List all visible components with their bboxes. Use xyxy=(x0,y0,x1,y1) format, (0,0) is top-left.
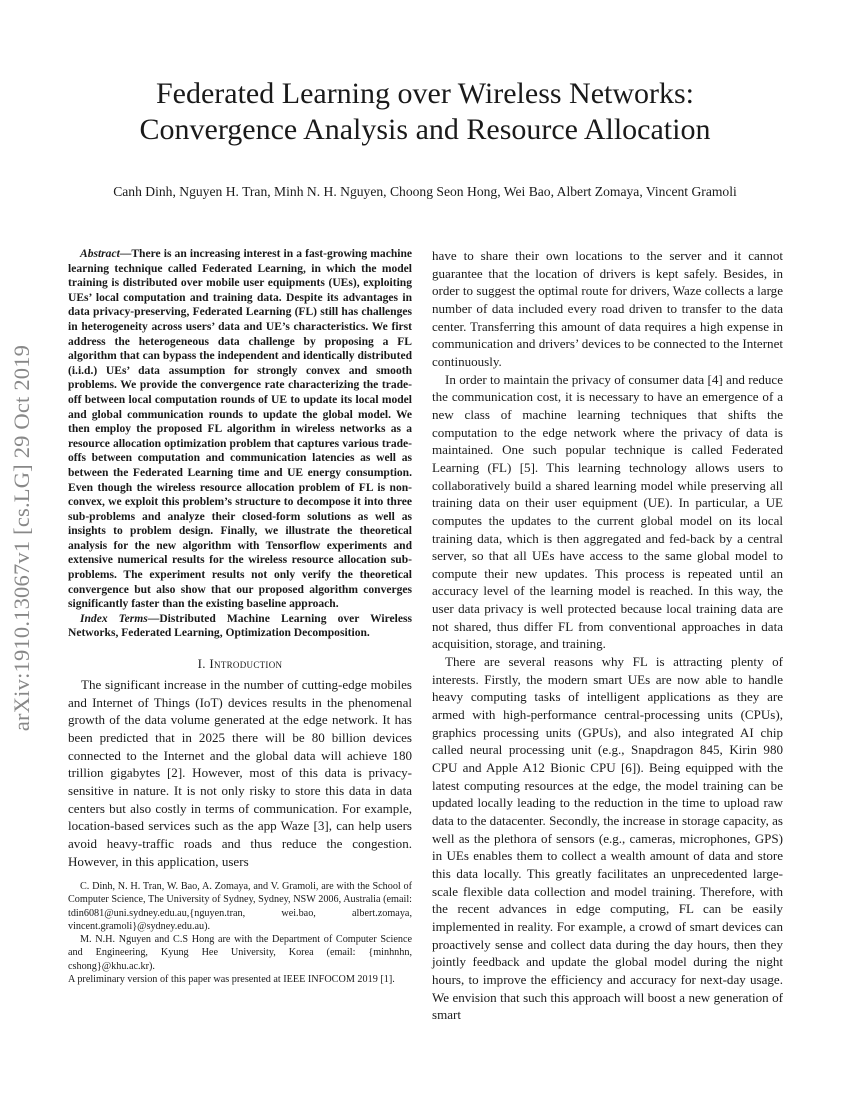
left-column xyxy=(68,247,412,870)
body-paragraph: In order to maintain the privacy of consumer data [4] and reduce the communication cost, it is necessary to have an emergence of a new class of machine learning techniques that shifts the computation to the edge network where the privacy of data is maintained. One such popular technique is called Federated Learning (FL) [5]. This learning technology allows users to collaboratively build a shared learning model while preserving all training data on their user equipment (UE). In particular, a UE computes the updates to the current global model on its local training data, which is then aggregated and fed-back by a central server, so that all UEs have access to the same global model to compute their new updates. This process is repeated until an accuracy level of the learning model is reached. In this way, the user data privacy is well protected because local training data are not shared, thus differ FL from conventional approaches in data acquisition, storage, and training. xyxy=(432,371,783,652)
section-heading-introduction xyxy=(68,656,412,672)
index-terms-label: Index Terms xyxy=(80,612,148,625)
footnote-preliminary: A preliminary version of this paper was presented at IEEE INFOCOM 2019 [1]. xyxy=(68,974,395,986)
arxiv-stamp: arXiv:1910.13067v1 [cs.LG] 29 Oct 2019 xyxy=(9,344,34,732)
abstract-text: —There is an increasing interest in a fast-growing machine learning technique called Federated Learning, in which the model training is distributed over mobile user equipments (UEs), exploiting UEs’ local computation and training data. Despite its advantages in data privacy-preserving, Federated Learning (FL) still has challenges in heterogeneity across users’ data and UE’s characteristics. We first address the heterogeneous data challenge by proposing a FL algorithm that can bypass the independent and identically distributed (i.i.d.) UEs’ data assumption for strongly convex and smooth problems. We provide the convergence rate characterizing the trade-off between local computation rounds of UE to update its local model and global communication rounds to update the global model. We then employ the proposed FL algorithm in wireless networks as a resource allocation optimization problem that captures various trade-offs between computation and communication latencies as well as between the Federated Learning time and UE energy consumption. Even though the wireless resource allocation problem of FL is non-convex, we exploit this problem’s structure to decompose it into three sub-problems and analyze their closed-form solutions as well as insights to problem design. Finally, we illustrate the theoretical analysis for the new algorithm with Tensorflow experiments and extensive numerical results for the wireless resource allocation sub-problems. The experiment results not only verify the theoretical convergence but also show that our proposed algorithm converges significantly faster than the existing baseline approach. xyxy=(68,248,412,611)
footnotes xyxy=(68,880,412,986)
section-number: I. xyxy=(197,656,210,672)
paper-title xyxy=(0,76,850,148)
author-list: Canh Dinh, Nguyen H. Tran, Minh N. H. Nguyen, Choong Seon Hong, Wei Bao, Albert Zomaya, Vincent Gramoli xyxy=(113,184,737,199)
body-paragraph: have to share their own locations to the server and it cannot guarantee that the location of drivers is kept safely. Besides, in order to suggest the optimal route for drivers, Waze collects a large number of data included every road driven to transfer to the data center. Transferring this amount of data requires a high expense in communication and drivers’ devices to be connected to the Internet continuously. xyxy=(432,248,783,369)
title-line-2: Convergence Analysis and Resource Allocation xyxy=(139,113,711,146)
intro-paragraph: The significant increase in the number of cutting-edge mobiles and Internet of Things (IoT) devices results in the phenomenal growth of the data volume generated at the edge network. It has been predicted that in 2025 there will be 80 billion devices connected to the Internet and the global data will achieve 180 trillion gigabytes [2]. However, most of this data is privacy-sensitive in nature. It is not only risky to store this data in data centers but also costly in terms of communication. For example, location-based services such as the app Waze [3], can help users avoid heavy-traffic roads and thus reduce the congestion. However, in this application, users xyxy=(68,677,412,869)
right-column xyxy=(432,247,783,1024)
index-terms xyxy=(68,612,412,641)
footnote-affiliation-khu: M. N.H. Nguyen and C.S Hong are with the Department of Computer Science and Engineering, Kyung Hee University, Korea (email: {minhnhn, cshong}@khu.ac.kr). xyxy=(68,934,412,972)
section-title: Introduction xyxy=(209,656,283,672)
body-paragraph: There are several reasons why FL is attracting plenty of interests. Firstly, the modern smart UEs are now able to handle heavy computing tasks of intelligent applications as they are armed with high-performance central-processing units (CPUs), graphics processing units (GPUs), and also integrated AI chip called neural processing unit (e.g., Snapdragon 845, Kirin 980 CPU and Apple A12 Bionic CPU [6]). Being equipped with the latest computing resources at the edge, the model training can be updated locally leading to the reduction in the time to upload raw data to the datacenter. Secondly, the increase in storage capacity, as well as the plethora of sensors (e.g., cameras, microphones, GPS) in UEs enables them to collect a wealth amount of data and store this data locally. This greatly facilitates an unprecedented large-scale flexible data collection and model training. Therefore, with the recent advances in edge computing, FL can be easily implemented in reality. For example, a crowd of smart devices can proactively sense and collect data during the day hours, then they jointly feedback and update the global model during the night hours, to improve the efficiency and accuracy for next-day usage. We envision that such this approach will boost a new generation of smart xyxy=(432,654,783,1023)
footnote-affiliation-sydney: C. Dinh, N. H. Tran, W. Bao, A. Zomaya, and V. Gramoli, are with the School of Computer Science, The University of Sydney, Sydney, NSW 2006, Australia (email: tdin6081@uni.sydney.edu.au,{nguyen.tran, wei.bao, albert.zomaya, vincent.gramoli}@sydney.edu.au). xyxy=(68,881,412,932)
title-line-1: Federated Learning over Wireless Networks: xyxy=(155,77,695,110)
abstract xyxy=(68,247,412,612)
index-terms-text: —Distributed Machine Learning over Wireless Networks, Federated Learning, Optimization Decomposition. xyxy=(68,612,412,640)
abstract-label: Abstract xyxy=(80,248,120,260)
